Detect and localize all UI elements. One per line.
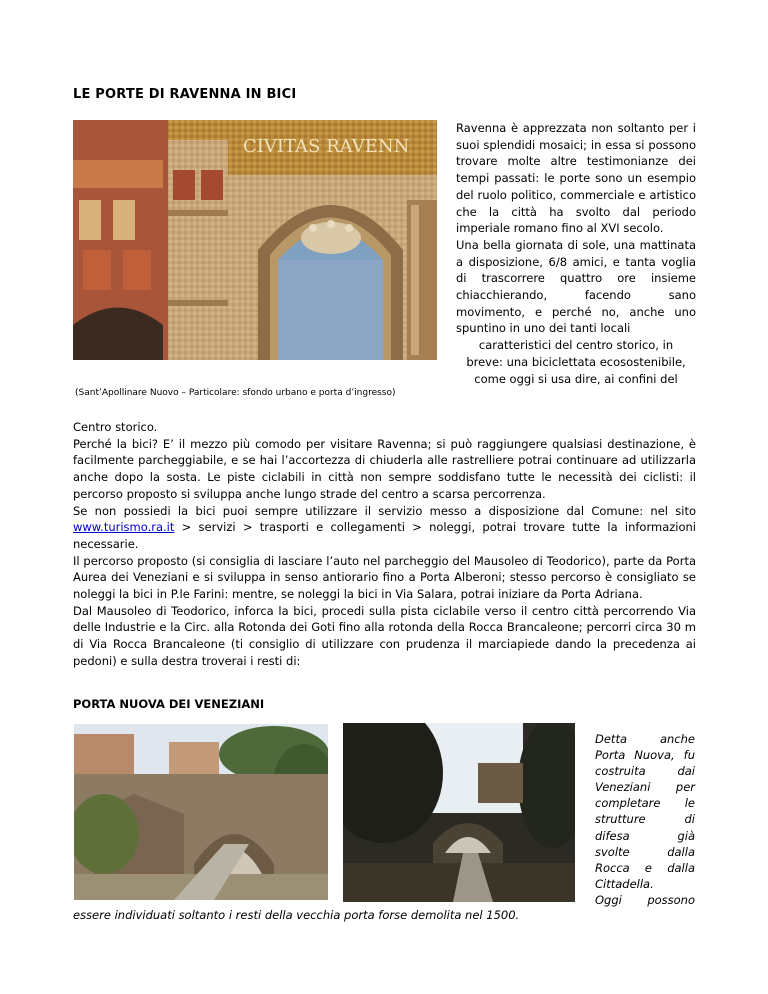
porta-nuova-description xyxy=(595,731,695,908)
body-paragraph: Centro storico. xyxy=(73,420,158,434)
mosaic-illustration xyxy=(73,120,437,360)
turismo-link[interactable]: www.turismo.ra.it xyxy=(73,520,175,535)
description-line: costruita dai xyxy=(595,764,695,779)
description-line: Cittadella. xyxy=(595,876,654,891)
description-line: Porta Nuova, fu xyxy=(595,748,695,763)
description-line: Veneziani per xyxy=(595,780,695,795)
body-text-span: > servizi > trasporti e collegamenti > noleggi, potrai trovare tutte la informazioni necessarie. xyxy=(73,520,696,551)
intro-line: caratteristici del centro storico, in xyxy=(478,338,674,353)
ruins-illustration-day xyxy=(74,724,328,900)
description-line: Rocca e dalla xyxy=(595,860,695,875)
description-line: Detta anche xyxy=(595,732,695,746)
body-paragraph: Dal Mausoleo di Teodorico, inforca la bici, procedi sulla pista ciclabile verso il centro città percorrendo Via delle Industrie e la Circ. alla Rotonda dei Goti fino alla rotonda della Rocca Brancaleone; percorri circa 30 m di Via Rocca Brancaleone (ti consiglio di utilizzare con prudenza il marciapiede dando la precedenza ai pedoni) e sulla destra troverai i resti di: xyxy=(73,603,696,668)
intro-line: come oggi si usa dire, ai confini del xyxy=(474,371,678,386)
description-line: svolte dalla xyxy=(595,844,695,859)
ruins-illustration-backlit xyxy=(343,723,575,902)
description-line: strutture di xyxy=(595,812,695,827)
intro-paragraph: Una bella giornata di sole, una mattinata a disposizione, 6/8 amici, e tanta voglia di trascorrere quattro ore insieme chiacchierando, facendo sano movimento, e perché no, anche uno spuntino in uno dei tanti locali xyxy=(456,237,696,336)
mosaic-caption: (Sant’Apollinare Nuovo – Particolare: sfondo urbano e porta d’ingresso) xyxy=(75,388,396,398)
body-paragraph: Perché la bici? E’ il mezzo più comodo per visitare Ravenna; si può raggiungere qualsiasi destinazione, è facilmente parcheggiabile, e se hai l’accortezza di chiuderla alle rastrelliere potrai continuare ad utilizzarla anche dopo la sosta. Le piste ciclabili in città non sempre soddisfano tutte le necessità dei ciclisti: il percorso proposto si sviluppa anche lungo strade del centro a scarsa percorrenza. xyxy=(73,436,696,501)
porta-nuova-caption: essere individuati soltanto i resti della vecchia porta forse demolita nel 1500. xyxy=(73,908,520,922)
description-line: difesa già xyxy=(595,828,695,843)
body-paragraph xyxy=(73,503,696,553)
section-heading: PORTA NUOVA DEI VENEZIANI xyxy=(73,697,265,711)
ruins-photo-backlit xyxy=(343,723,575,902)
intro-text xyxy=(456,120,696,387)
page-title: LE PORTE DI RAVENNA IN BICI xyxy=(73,87,297,102)
description-line: completare le xyxy=(595,796,695,811)
description-line: Oggi possono xyxy=(595,892,695,907)
mosaic-photo xyxy=(73,120,437,360)
body-paragraph: Il percorso proposto (si consiglia di lasciare l’auto nel parcheggio del Mausoleo di Teodorico), parte da Porta Aurea dei Veneziani e si sviluppa in senso antiorario fino a Porta Alberoni; stesso percorso è consigliato se noleggi la bici in P.le Farini: mentre, se noleggi la bici in Via Salara, potrai iniziare da Porta Adriana. xyxy=(73,553,696,602)
body-text xyxy=(73,419,696,670)
intro-paragraph: Ravenna è apprezzata non soltanto per i suoi splendidi mosaici; in essa si possono trovare molte altre testimonianze dei tempi passati: le porte sono un esempio del ruolo politico, commerciale e artistico che la città ha svolto dal periodo imperiale romano fino al XVI secolo. xyxy=(456,121,696,236)
ruins-photo-day xyxy=(74,724,328,900)
mosaic-inscription: CIVITAS RAVENN xyxy=(243,136,410,157)
intro-line: breve: una biciclettata ecosostenibile, xyxy=(466,354,686,369)
body-text-span: Se non possiedi la bici puoi sempre utilizzare il servizio messo a disposizione dal Comune: nel sito xyxy=(73,503,696,518)
